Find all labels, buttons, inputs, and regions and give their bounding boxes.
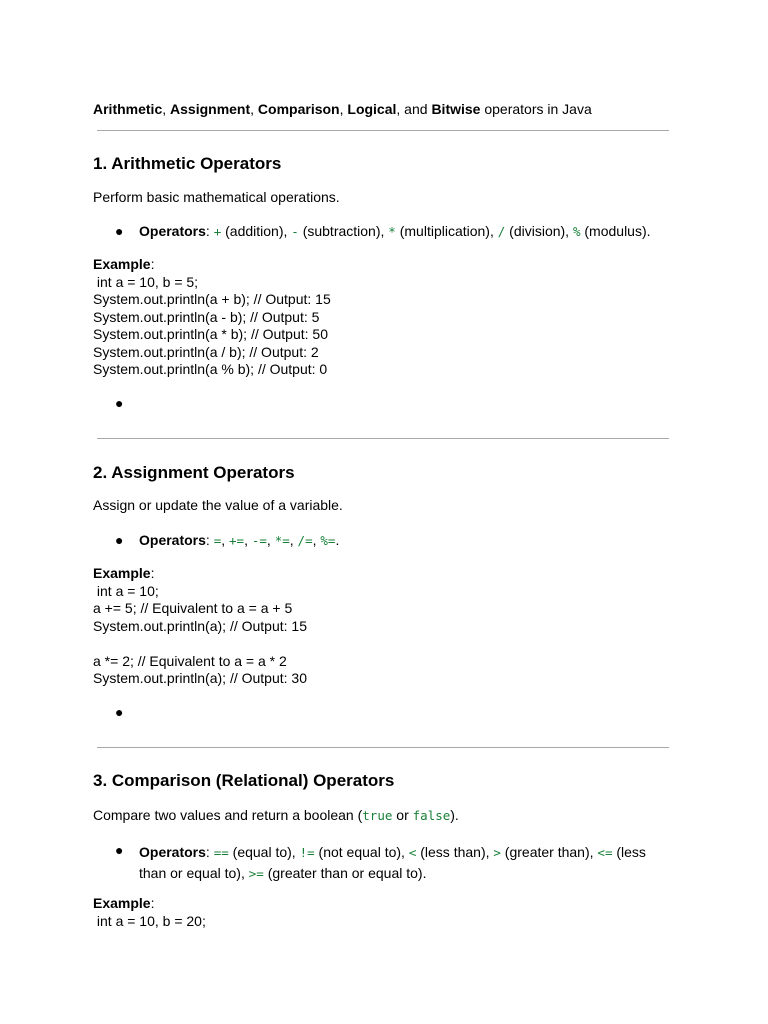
divider: [97, 438, 669, 439]
operator-description: (division),: [505, 223, 573, 239]
operator-description: (less than or equal to),: [139, 844, 646, 881]
operator-code: %=: [320, 533, 336, 548]
operator-code: <=: [597, 845, 613, 860]
colon: :: [205, 844, 214, 860]
colon: :: [150, 256, 155, 272]
code-line: a += 5; // Equivalent to a = a + 5: [93, 600, 293, 616]
operators-label: Operators: [139, 844, 206, 860]
operators-label: Operators: [139, 223, 206, 239]
colon: :: [150, 895, 155, 911]
intro-sep: ,: [250, 101, 258, 117]
operator-description: ,: [221, 532, 230, 548]
operator-description: ,: [266, 532, 275, 548]
intro-sep: , and: [396, 101, 432, 117]
operator-code: *: [388, 224, 396, 239]
operator-code: /: [497, 224, 506, 239]
code-false: false: [412, 808, 451, 823]
code-line: int a = 10, b = 20;: [93, 912, 206, 929]
code-line: System.out.println(a); // Output: 30: [93, 670, 307, 686]
desc-text: Compare two values and return a boolean (: [93, 807, 363, 823]
operator-description: (greater than),: [500, 844, 598, 860]
bullet-dot: ●: [115, 395, 124, 411]
operator-code: !=: [299, 845, 315, 860]
intro-term-arithmetic: Arithmetic: [93, 101, 163, 117]
operator-code: +=: [229, 533, 245, 548]
operators-text: [139, 223, 651, 239]
operator-code: +: [213, 224, 222, 239]
example-code-lines: [93, 274, 331, 378]
code-line: int a = 10, b = 5;: [93, 273, 199, 290]
operator-code: -: [291, 224, 299, 239]
operator-description: ,: [289, 532, 298, 548]
operator-code: >: [493, 845, 501, 860]
divider: [97, 747, 669, 748]
operator-code: >=: [248, 866, 264, 881]
operator-code: <: [408, 845, 417, 860]
intro-term-comparison: Comparison: [257, 101, 340, 117]
intro-sep: ,: [162, 101, 171, 117]
operator-description: (addition),: [221, 223, 292, 239]
section-title-assignment: 2. Assignment Operators: [93, 463, 295, 482]
operator-code: -=: [251, 533, 267, 548]
example-code-lines: [93, 583, 307, 687]
example-label: Example: [93, 565, 151, 581]
operator-description: (multiplication),: [395, 223, 498, 239]
operator-description: (less than),: [416, 844, 494, 860]
code-true: true: [362, 808, 393, 823]
intro-term-logical: Logical: [347, 101, 397, 117]
bullet-dot: ●: [115, 842, 124, 858]
code-line: System.out.println(a % b); // Output: 0: [93, 361, 328, 377]
colon: :: [150, 565, 155, 581]
operator-code: =: [213, 533, 222, 548]
operator-description: ,: [244, 532, 252, 548]
example-code-lines: [93, 913, 206, 929]
code-line: System.out.println(a + b); // Output: 15: [93, 291, 331, 307]
operators-text: [139, 532, 339, 548]
operator-code: ==: [213, 845, 229, 860]
operator-description: (subtraction),: [298, 223, 389, 239]
operator-code: /=: [297, 533, 313, 548]
intro-tail: operators in Java: [480, 101, 592, 117]
code-line: a *= 2; // Equivalent to a = a * 2: [93, 652, 287, 669]
desc-text: ).: [450, 807, 459, 823]
operator-code: %: [572, 224, 581, 239]
operator-description: (greater than or equal to).: [263, 865, 427, 881]
operator-description: .: [335, 532, 340, 548]
code-line: System.out.println(a); // Output: 15: [93, 617, 307, 634]
example-label: Example: [93, 256, 151, 272]
bullet-dot: ●: [115, 532, 124, 548]
colon: :: [205, 223, 214, 239]
operator-code: *=: [274, 533, 290, 548]
operator-description: (modulus).: [580, 223, 651, 239]
code-line: System.out.println(a - b); // Output: 5: [93, 308, 320, 325]
operators-label: Operators: [139, 532, 206, 548]
section-title-arithmetic: 1. Arithmetic Operators: [93, 154, 282, 173]
operators-text: [139, 842, 669, 884]
bullet-dot: ●: [115, 223, 124, 239]
bullet-dot: ●: [115, 704, 124, 720]
intro-term-assignment: Assignment: [170, 101, 251, 117]
code-line: int a = 10;: [93, 582, 159, 599]
colon: :: [205, 532, 214, 548]
code-line: System.out.println(a * b); // Output: 50: [93, 326, 328, 342]
section-title-comparison: 3. Comparison (Relational) Operators: [93, 771, 395, 790]
example-block: [93, 565, 307, 688]
intro-line: [93, 101, 592, 117]
divider: [97, 130, 669, 131]
intro-sep: ,: [339, 101, 348, 117]
section-description: Perform basic mathematical operations.: [93, 189, 340, 205]
operator-description: (not equal to),: [314, 844, 409, 860]
code-line: System.out.println(a / b); // Output: 2: [93, 343, 319, 360]
intro-term-bitwise: Bitwise: [431, 101, 481, 117]
operator-description: (equal to),: [228, 844, 300, 860]
example-block: [93, 895, 206, 930]
section-description: [93, 807, 459, 823]
operator-description: ,: [312, 532, 321, 548]
section-description: Assign or update the value of a variable.: [93, 497, 343, 513]
example-block: [93, 256, 331, 379]
example-label: Example: [93, 895, 151, 911]
desc-text: or: [392, 807, 413, 823]
